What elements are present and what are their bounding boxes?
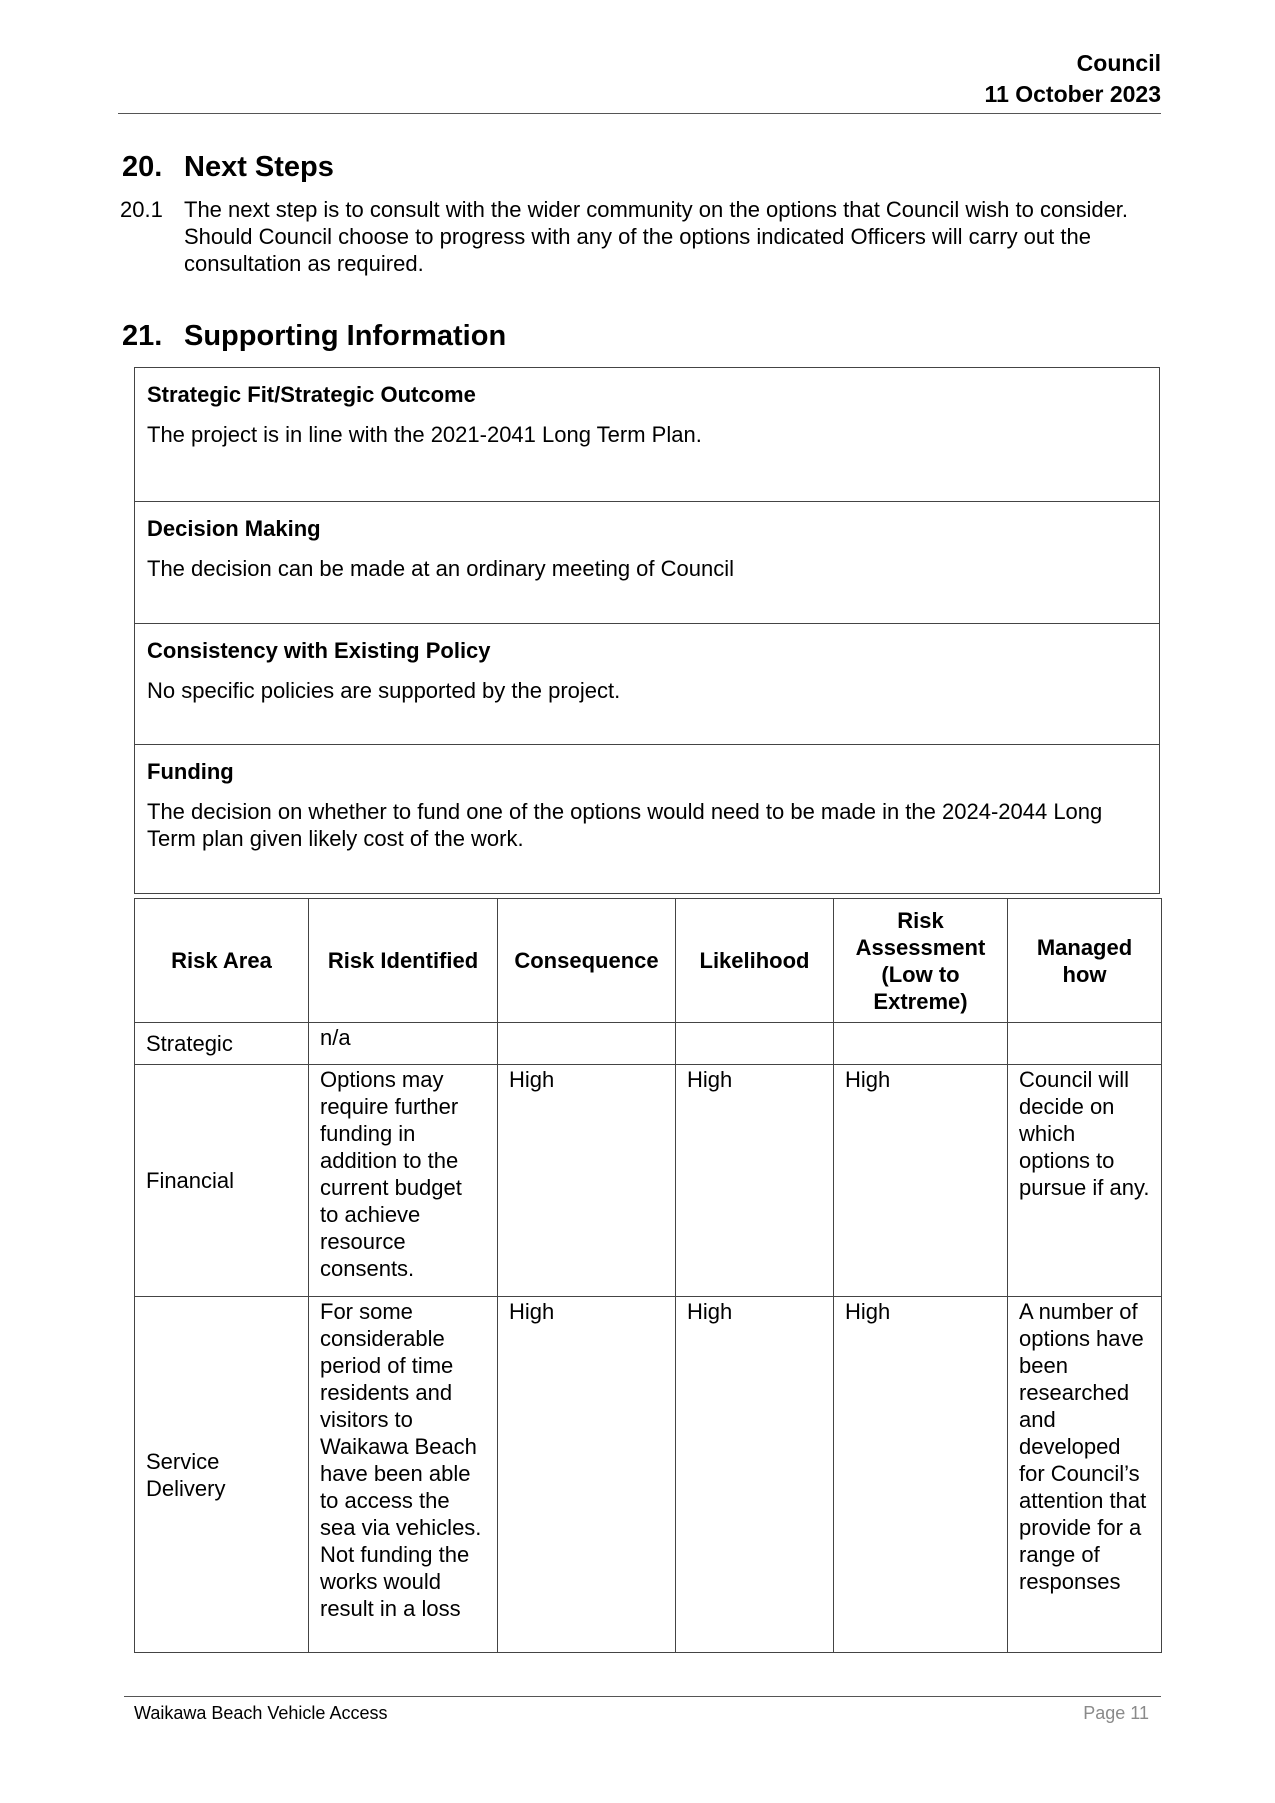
section-20-number: 20. (122, 151, 163, 183)
paragraph-number: 20.1 (120, 197, 163, 222)
managed-how-cell (1008, 1023, 1162, 1065)
info-box-text: The decision on whether to fund one of the options would need to be made in the 2024-2044 Long Term plan given likely cost of the work. (147, 799, 1103, 851)
info-box-text: No specific policies are supported by the project. (147, 678, 621, 703)
info-box-title: Consistency with Existing Policy (147, 638, 491, 663)
info-box-text: The decision can be made at an ordinary meeting of Council (147, 556, 735, 581)
risk-area-cell: Financial (135, 1065, 309, 1297)
page-header (118, 48, 1161, 114)
risk-table-header-row (135, 899, 1162, 1023)
risk-area-cell: Strategic (135, 1023, 309, 1065)
column-header: Managed how (1008, 899, 1162, 1023)
managed-how-cell: Council will decide on which options to pursue if any. (1008, 1065, 1162, 1297)
consequence-cell: High (498, 1065, 676, 1297)
risk-identified-cell: Options may require further funding in addition to the current budget to achieve resource consents. (309, 1065, 498, 1297)
column-header: Likelihood (676, 899, 834, 1023)
footer-page-number: Page 11 (1083, 1703, 1149, 1723)
section-21-title: Supporting Information (184, 320, 507, 352)
risk-assessment-cell: High (834, 1297, 1008, 1653)
section-20-heading (122, 151, 334, 184)
page-footer (124, 1696, 1161, 1724)
table-row (135, 1297, 1162, 1653)
risk-area-cell: Service Delivery (135, 1297, 309, 1653)
column-header: Consequence (498, 899, 676, 1023)
risk-identified-cell: n/a (309, 1023, 498, 1065)
section-20-title: Next Steps (184, 151, 334, 183)
likelihood-cell: High (676, 1297, 834, 1653)
column-header: Risk Identified (309, 899, 498, 1023)
column-header: Risk Assessment (Low to Extreme) (834, 899, 1008, 1023)
likelihood-cell (676, 1023, 834, 1065)
section-21-heading (122, 320, 506, 353)
info-box-title: Funding (147, 759, 234, 784)
info-box-title: Strategic Fit/Strategic Outcome (147, 382, 476, 407)
consequence-cell (498, 1023, 676, 1065)
table-row (135, 1023, 1162, 1065)
info-box-policy (135, 624, 1159, 745)
info-box-title: Decision Making (147, 516, 321, 541)
section-21-number: 21. (122, 320, 163, 352)
header-date: 11 October 2023 (984, 81, 1161, 107)
table-row (135, 1065, 1162, 1297)
risk-assessment-cell (834, 1023, 1008, 1065)
paragraph-20-1 (120, 196, 1160, 277)
risk-table (134, 898, 1162, 1653)
consequence-cell: High (498, 1297, 676, 1653)
info-box-funding (135, 745, 1159, 893)
info-box-text: The project is in line with the 2021-2041 Long Term Plan. (147, 422, 702, 447)
managed-how-cell: A number of options have been researched and developed for Council’s attention that provide for a range of responses (1008, 1297, 1162, 1653)
header-committee: Council (1076, 50, 1161, 76)
info-box-strategic-fit (135, 368, 1159, 502)
footer-document-title: Waikawa Beach Vehicle Access (134, 1703, 388, 1723)
column-header: Risk Area (135, 899, 309, 1023)
risk-assessment-cell: High (834, 1065, 1008, 1297)
info-box-decision-making (135, 502, 1159, 624)
likelihood-cell: High (676, 1065, 834, 1297)
paragraph-text: The next step is to consult with the wider community on the options that Council wish to consider. Should Council choose to progress with any of the options indicated Officers will carry out the consultation as required. (184, 197, 1129, 276)
risk-identified-cell: For some considerable period of time residents and visitors to Waikawa Beach have been able to access the sea via vehicles. Not funding the works would result in a loss (309, 1297, 498, 1653)
supporting-info-table (134, 367, 1160, 894)
